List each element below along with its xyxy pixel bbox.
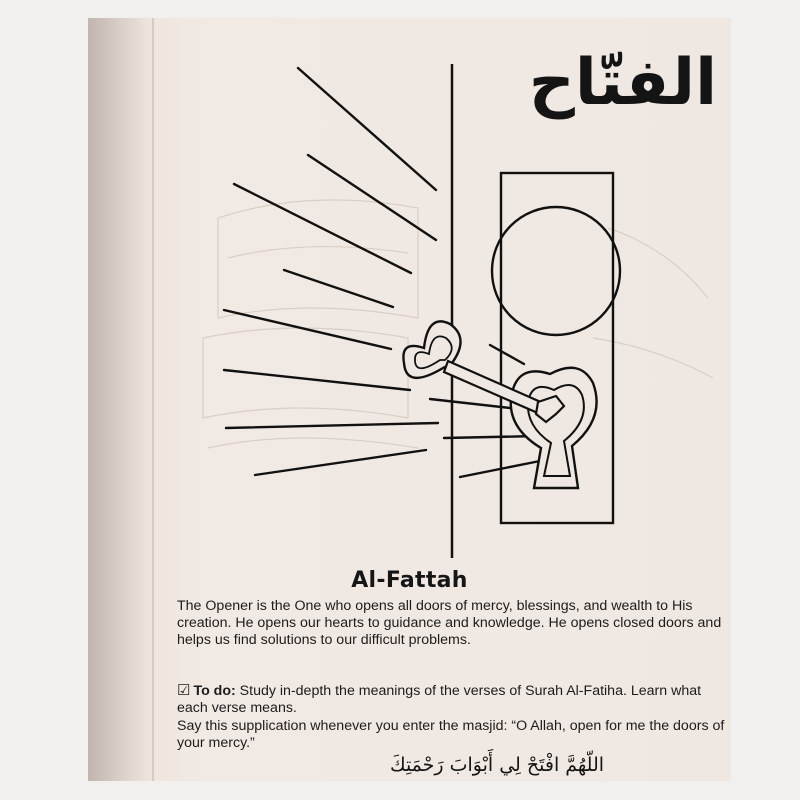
todo-label: To do: <box>193 683 236 699</box>
description-paragraph: The Opener is the One who opens all doors of mercy, blessings, and wealth to His creation. He opens our hearts to guidance and knowledge. He opens closed doors and helps us find solutions to our difficult problems. <box>177 598 722 648</box>
ray-line <box>308 155 436 240</box>
ray-line <box>490 345 524 364</box>
todo-text: Study in-depth the meanings of the verses of Surah Al-Fatiha. Learn what each verse means. <box>177 683 702 716</box>
ray-line <box>224 370 410 390</box>
ray-line <box>284 270 393 307</box>
book-page <box>88 18 731 781</box>
ray-line <box>444 436 538 438</box>
ray-line <box>226 423 438 428</box>
name-heading: Al-Fattah <box>351 568 468 593</box>
ray-line <box>298 68 436 190</box>
keyhole-outer <box>511 368 597 488</box>
door-knob <box>492 207 620 335</box>
ray-line <box>255 450 426 475</box>
checkbox-checked-icon: ☑ <box>177 682 191 699</box>
ray-line <box>224 310 391 349</box>
todo-paragraph <box>177 682 727 717</box>
ray-line <box>234 184 411 273</box>
supplication-paragraph: Say this supplication whenever you enter the masjid: “O Allah, open for me the doors of your mercy.” <box>177 718 725 751</box>
arabic-supplication: اللّهُمَّ افْتَحْ لِي أَبْوَابَ رَحْمَتِكَ <box>389 754 605 776</box>
arabic-title: الفتّاح <box>528 46 717 120</box>
